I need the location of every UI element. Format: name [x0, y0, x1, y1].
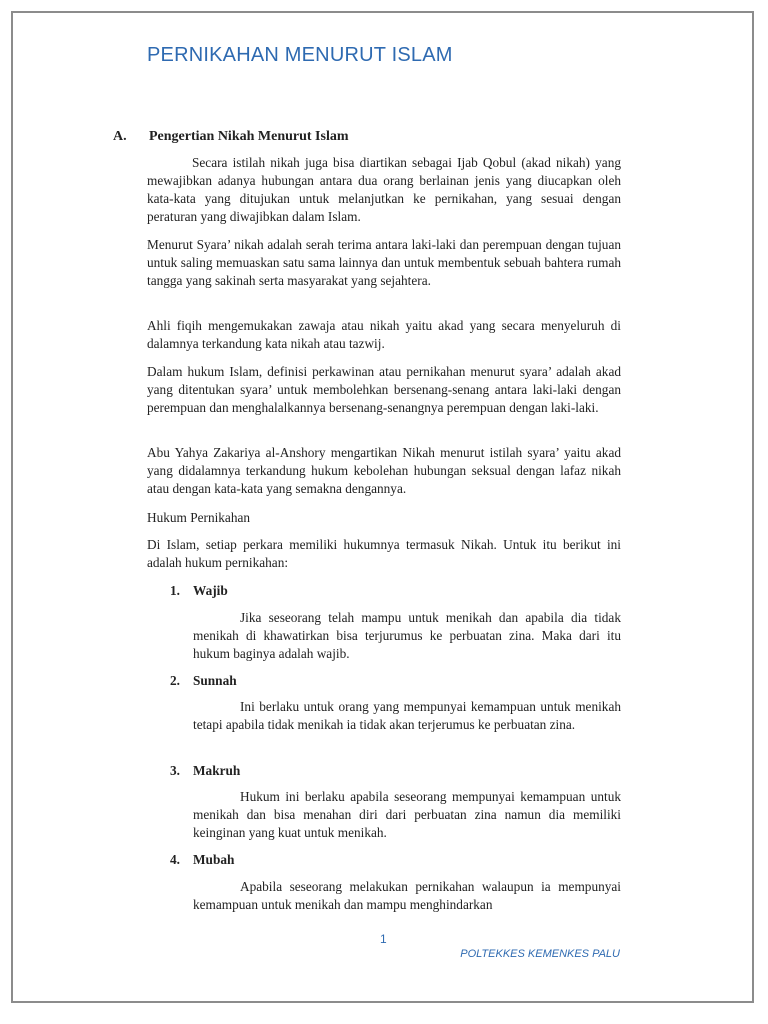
- list-item-heading: [170, 763, 240, 779]
- list-item-text: Apabila seseorang melakukan pernikahan walaupun ia mempunyai kemampuan untuk menikah dan mampu menghindarkan: [193, 879, 621, 912]
- list-item-title: Sunnah: [193, 673, 237, 688]
- paragraph-fiqih: Ahli fiqih mengemukakan zawaja atau nikah yaitu akad yang secara menyeluruh di dalamnya terkandung kata nikah atau tazwij.: [147, 318, 621, 351]
- paragraph-syara: Menurut Syara’ nikah adalah serah terima antara laki-laki dan perempuan dengan tujuan untuk saling memuaskan satu sama lainnya dan untuk membentuk sebuah bahtera rumah tangga yang sakinah serta masyarakat yang sejahtera.: [147, 237, 621, 288]
- hukum-heading: Hukum Pernikahan: [147, 510, 251, 525]
- section-heading-text: Pengertian Nikah Menurut Islam: [149, 129, 349, 144]
- list-item-number: 4.: [170, 852, 180, 867]
- list-item-text: Jika seseorang telah mampu untuk menikah dan apabila dia tidak menikah di khawatirkan bisa terjurumus ke perbuatan zina. Maka dari itu hukum baginya adalah wajib.: [193, 610, 621, 661]
- list-item-heading: [170, 673, 237, 689]
- section-heading: [113, 129, 349, 145]
- list-item-text: Ini berlaku untuk orang yang mempunyai kemampuan untuk menikah tetapi apabila tidak menikah ia tidak akan terjerumus ke perbuatan zina.: [193, 699, 621, 732]
- list-item-number: 2.: [170, 673, 180, 688]
- list-item-text: Hukum ini berlaku apabila seseorang mempunyai kemampuan untuk menikah dan bisa menahan diri dari perbuatan zina namun dia memiliki keinginan yang kuat untuk menikah.: [193, 789, 621, 840]
- paragraph-hukum-islam: Dalam hukum Islam, definisi perkawinan atau pernikahan menurut syara’ adalah akad yang ditentukan syara’ untuk membolehkan bersenang-senang antara laki-laki dengan perempuan dan menghalalkannya bersenang-senangnya perempuan dengan laki-laki.: [147, 364, 621, 415]
- page-number: 1: [380, 932, 387, 946]
- list-item-heading: [170, 583, 228, 599]
- section-marker: A.: [113, 129, 127, 144]
- list-item-title: Mubah: [193, 852, 235, 867]
- list-item-number: 3.: [170, 763, 180, 778]
- list-item-heading: [170, 852, 234, 868]
- paragraph-abu-yahya: Abu Yahya Zakariya al-Anshory mengartikan Nikah menurut istilah syara’ yaitu akad yang didalamnya terkandung hukum kebolehan hubungan seksual dengan lafaz nikah atau dengan kata-kata yang semakna dengannya.: [147, 445, 621, 496]
- list-item-title: Wajib: [193, 583, 228, 598]
- paragraph-definition: Secara istilah nikah juga bisa diartikan sebagai Ijab Qobul (akad nikah) yang mewajibkan adanya hubungan antara dua orang berlainan jenis yang diucapkan oleh kata-kata yang ditujukan untuk melanjutkan ke pernikahan, yang sesuai dengan peraturan yang diwajibkan dalam Islam.: [147, 155, 621, 224]
- hukum-intro: Di Islam, setiap perkara memiliki hukumnya termasuk Nikah. Untuk itu berikut ini adalah hukum pernikahan:: [147, 537, 621, 570]
- list-item-title: Makruh: [193, 763, 241, 778]
- list-item-number: 1.: [170, 583, 180, 598]
- footer-text: POLTEKKES KEMENKES PALU: [460, 948, 620, 960]
- document-title: PERNIKAHAN MENURUT ISLAM: [147, 44, 453, 66]
